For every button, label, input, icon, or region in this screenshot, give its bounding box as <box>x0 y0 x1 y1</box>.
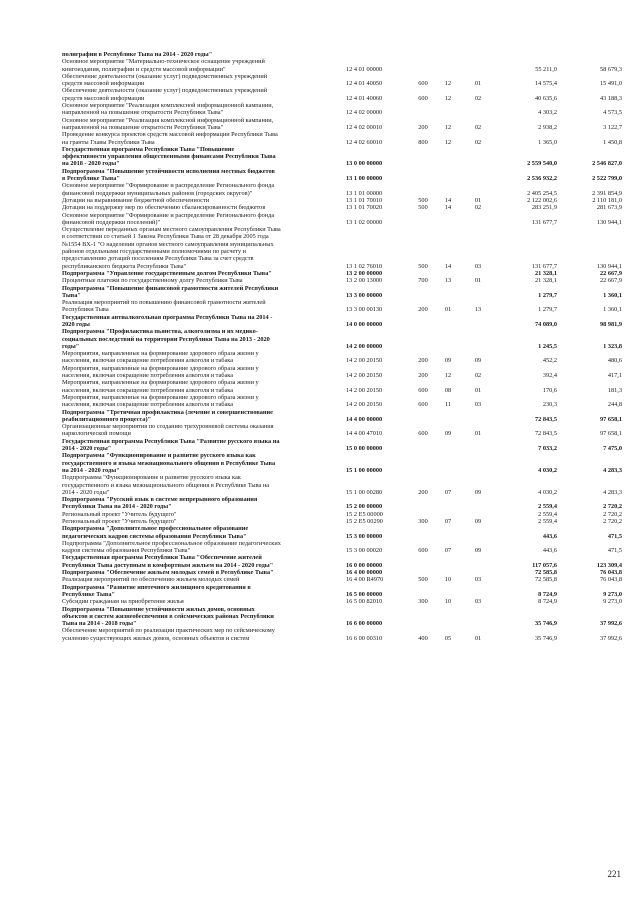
target-article-code: 13 1 01 70010 <box>346 196 383 204</box>
amount-year-1: 74 089,0 <box>534 320 557 328</box>
amount-year-1: 4 030,2 <box>538 466 557 474</box>
target-article-code: 16 4 00 00000 <box>346 569 383 577</box>
amount-year-2: 181,3 <box>607 386 622 394</box>
section-code: 08 <box>444 386 452 394</box>
amount-year-2: 471,5 <box>607 547 622 555</box>
target-article-code: 15 3 00 00000 <box>346 532 383 540</box>
table-row <box>62 212 622 227</box>
table-row <box>62 73 622 88</box>
subsection-code: 01 <box>474 386 482 394</box>
subsection-code: 03 <box>474 262 482 270</box>
amount-year-1: 55 211,0 <box>535 65 557 73</box>
target-article-code: 14 4 00 00000 <box>346 415 383 423</box>
section-code: 12 <box>444 80 452 88</box>
amount-year-1: 4 030,2 <box>538 488 557 496</box>
row-name: Региональный проект "Учитель будущего" <box>62 518 177 525</box>
amount-year-2: 22 667,9 <box>599 269 622 277</box>
target-article-code: 14 2 00 00000 <box>346 342 383 350</box>
row-name: Процентные платежи по государственному долгу Республики Тыва <box>62 277 243 285</box>
amount-year-1: 283 251,9 <box>531 204 557 212</box>
target-article-code: 15 0 00 00000 <box>346 445 383 453</box>
row-name: Подпрограмма "Профилактика пьянства, алкоголизма и их медико- социальных последствий на территории Республики Тыва на 2013 - 2020 годы" <box>62 328 270 350</box>
row-name: Мероприятия, направленные на формирование здорового образа жизни у населения, включая сокращение потребления алкоголя и табака <box>62 364 259 380</box>
amount-year-2: 2 110 181,0 <box>592 196 622 204</box>
amount-year-1: 14 575,4 <box>534 80 557 88</box>
target-article-code: 12 4 02 00000 <box>346 109 383 117</box>
subsection-code: 03 <box>474 598 482 606</box>
table-row <box>62 285 622 300</box>
target-article-code: 13 3 00 00000 <box>346 291 383 299</box>
section-code: 10 <box>444 598 452 606</box>
expense-type: 800 <box>418 138 428 146</box>
row-name: Региональный проект "Учитель будущего" <box>62 510 177 518</box>
target-article-code: 13 2 00 13000 <box>346 277 383 285</box>
target-article-code: 12 4 01 00000 <box>346 65 383 73</box>
amount-year-2: 2 720,2 <box>603 510 622 518</box>
target-article-code: 13 3 00 00130 <box>346 306 383 314</box>
row-name: Подпрограмма "Третичная профилактика (лечение и совершенствование реабилитационного процесса)" <box>62 408 273 423</box>
section-code: 12 <box>444 123 452 131</box>
table-row <box>62 496 622 511</box>
table-row <box>62 365 622 380</box>
amount-year-1: 452,2 <box>542 357 557 365</box>
expense-type: 200 <box>418 488 428 496</box>
section-code: 01 <box>444 306 452 314</box>
target-article-code: 13 2 00 00000 <box>346 269 383 277</box>
target-article-code: 15 2 E5 00000 <box>346 510 383 518</box>
subsection-code: 02 <box>474 94 482 102</box>
amount-year-2: 2 720,2 <box>603 518 622 525</box>
table-row <box>62 423 622 438</box>
target-article-code: 13 1 01 70020 <box>346 204 383 212</box>
table-row <box>62 606 622 628</box>
table-row <box>62 584 622 599</box>
expense-type: 200 <box>418 306 428 314</box>
section-code: 12 <box>444 138 452 146</box>
amount-year-2: 9 273,0 <box>603 598 622 606</box>
target-article-code: 12 4 02 60010 <box>346 138 383 146</box>
table-row <box>62 394 622 409</box>
subsection-code: 09 <box>474 488 482 496</box>
section-code: 11 <box>444 401 452 409</box>
expense-type: 200 <box>418 123 428 131</box>
table-row <box>62 168 622 183</box>
row-name: Подпрограмма "Повышение устойчивости жилых домов, основных объектов и систем жизнеобеспечения в сейсмических районах Республики Тыва на 2014 - 2018 годы" <box>62 605 274 628</box>
table-row <box>62 518 622 525</box>
expense-type: 500 <box>418 204 428 212</box>
row-name: Основное мероприятие "Материально-техническое оснащение учреждений книгоиздания, полиграфии и средств массовой информации" <box>62 58 265 73</box>
amount-year-1: 1 245,5 <box>538 342 557 350</box>
table-row <box>62 87 622 102</box>
amount-year-2: 9 273,0 <box>603 590 622 598</box>
amount-year-2: 244,8 <box>607 401 622 409</box>
page-number: 221 <box>607 869 621 879</box>
amount-year-2: 1 450,8 <box>603 138 622 146</box>
table-row <box>62 627 622 642</box>
amount-year-1: 35 746,9 <box>534 620 557 628</box>
row-name: Подпрограмма "Развитие ипотечного жилищного кредитования в Республике Тыва" <box>62 583 251 598</box>
table-row <box>62 511 622 518</box>
row-name: Подпрограмма "Дополнительное профессиональное образование педагогических кадров системы образования Республики Тыва" <box>62 525 249 540</box>
target-article-code: 13 1 02 76010 <box>346 262 383 270</box>
amount-year-2: 4 283,3 <box>603 488 622 496</box>
subsection-code: 01 <box>474 80 482 88</box>
target-article-code: 15 1 00 00000 <box>346 466 383 474</box>
table-row <box>62 204 622 211</box>
row-name: Государственная программа Республики Тыва "Обеспечение жителей Республики Тыва доступным и комфортным жильем на 2014 - 2020 годы" <box>62 554 274 569</box>
amount-year-1: 21 328,1 <box>534 277 557 285</box>
row-name: Подпрограмма "Функционирование и развитие русского языка как государственного и языка межнационального общения в Республике Тыва на 2014 - 2020 годы" <box>62 452 276 474</box>
section-code: 09 <box>444 357 452 365</box>
table-row <box>62 598 622 605</box>
amount-year-1: 1 279,7 <box>538 291 557 299</box>
amount-year-2: 2 720,2 <box>603 503 622 511</box>
table-row <box>62 146 622 168</box>
expense-type: 600 <box>418 94 428 102</box>
row-name: Мероприятия, направленные на формирование здорового образа жизни у населения, включая сокращение потребления алкоголя и табака <box>62 393 259 409</box>
row-name: Дотации на поддержку мер по обеспечению сбалансированности бюджетов <box>62 204 266 212</box>
amount-year-1: 117 057,6 <box>532 561 557 569</box>
expense-type: 600 <box>418 401 428 409</box>
section-code: 14 <box>444 262 452 270</box>
expense-type: 300 <box>418 598 428 606</box>
section-code: 10 <box>444 576 452 584</box>
amount-year-1: 1 279,7 <box>538 306 557 314</box>
amount-year-1: 2 122 002,6 <box>527 196 557 204</box>
row-name: Государственная программа Республики Тыва "Развитие русского языка на 2014 - 2020 годы" <box>62 437 280 453</box>
amount-year-2: 2 522 799,0 <box>592 175 622 183</box>
amount-year-2: 1 360,1 <box>603 291 622 299</box>
expense-type: 600 <box>418 430 428 438</box>
row-name: полиграфии в Республике Тыва на 2014 - 2020 годы" <box>62 51 213 58</box>
amount-year-1: 2 536 932,2 <box>527 175 557 183</box>
table-row <box>62 299 622 314</box>
expense-type: 400 <box>418 634 428 642</box>
row-name: Обеспечение деятельности (оказание услуг) подведомственных учреждений средств массовой информации <box>62 87 268 102</box>
subsection-code: 02 <box>474 372 482 380</box>
section-code: 05 <box>444 634 452 642</box>
subsection-code: 09 <box>474 357 482 365</box>
amount-year-1: 8 724,9 <box>538 598 557 606</box>
row-name: Государственная антиалкогольная программа Республики Тыва на 2014 - 2020 годы <box>62 313 273 328</box>
expense-type: 200 <box>418 372 428 380</box>
target-article-code: 15 2 00 00000 <box>346 503 383 511</box>
table-row <box>62 117 622 132</box>
section-code: 14 <box>444 204 452 212</box>
amount-year-2: 1 323,8 <box>603 342 622 350</box>
amount-year-1: 2 559 540,0 <box>527 160 557 168</box>
row-name: Государственная программа Республики Тыва "Повышение эффективности управления общественными финансами Республики Тыва на 2018 - 2020 годы" <box>62 145 276 168</box>
target-article-code: 15 3 00 00020 <box>346 547 383 555</box>
target-article-code: 14 0 00 00000 <box>346 320 383 328</box>
subsection-code: 02 <box>474 138 482 146</box>
subsection-code: 09 <box>474 547 482 555</box>
table-row <box>62 409 622 424</box>
subsection-code: 01 <box>474 634 482 642</box>
amount-year-1: 2 938,2 <box>538 123 557 131</box>
row-name: Мероприятия, направленные на формирование здорового образа жизни у населения, включая сокращение потребления алкоголя и табака <box>62 350 259 365</box>
amount-year-1: 170,6 <box>542 386 557 394</box>
section-code: 07 <box>444 518 452 525</box>
amount-year-1: 40 635,6 <box>534 94 557 102</box>
subsection-code: 09 <box>474 518 482 525</box>
section-code: 07 <box>444 488 452 496</box>
budget-table <box>62 51 622 642</box>
target-article-code: 14 2 00 20150 <box>346 386 383 394</box>
amount-year-2: 2 391 854,9 <box>592 189 622 197</box>
target-article-code: 13 1 01 00000 <box>346 189 383 197</box>
row-name: Подпрограмма "Повышение финансовой грамотности жителей Республики Тыва" <box>62 284 279 299</box>
amount-year-2: 281 673,9 <box>596 204 622 212</box>
target-article-code: 15 2 E5 00290 <box>346 518 383 525</box>
target-article-code: 13 1 00 00000 <box>346 175 383 183</box>
subsection-code: 03 <box>474 401 482 409</box>
row-name: Основное мероприятие "Формирование и распределение Регионального фонда финансовой поддержки поселений)" <box>62 211 275 226</box>
table-row <box>62 277 622 284</box>
amount-year-1: 230,3 <box>542 401 557 409</box>
row-name: Подпрограмма "Управление государственным долгом Республики Тыва" <box>62 269 272 277</box>
table-row <box>62 197 622 204</box>
row-name: Подпрограмма "Повышение устойчивости исполнения местных бюджетов в Республике Тыва" <box>62 167 275 183</box>
amount-year-2: 7 475,0 <box>603 445 622 453</box>
amount-year-2: 15 491,0 <box>599 80 622 88</box>
section-code: 09 <box>444 430 452 438</box>
amount-year-1: 8 724,9 <box>538 590 557 598</box>
amount-year-1: 35 746,9 <box>534 634 557 642</box>
amount-year-2: 4 573,5 <box>603 109 622 117</box>
subsection-code: 02 <box>474 123 482 131</box>
row-name: Подпрограмма "Обеспечение жильем молодых семей в Республике Тыва" <box>62 569 274 577</box>
table-row <box>62 554 622 569</box>
section-code: 07 <box>444 547 452 555</box>
amount-year-1: 21 328,1 <box>534 269 557 277</box>
target-article-code: 12 4 01 40060 <box>346 94 383 102</box>
amount-year-2: 97 658,1 <box>599 430 622 438</box>
amount-year-1: 392,4 <box>542 372 557 380</box>
table-row <box>62 474 622 496</box>
subsection-code: 02 <box>474 204 482 212</box>
amount-year-1: 443,6 <box>542 532 557 540</box>
amount-year-2: 3 122,7 <box>603 123 622 131</box>
amount-year-2: 480,6 <box>607 357 622 365</box>
target-article-code: 16 0 00 00000 <box>346 561 383 569</box>
target-article-code: 12 4 01 40050 <box>346 80 383 88</box>
amount-year-2: 123 309,4 <box>596 561 622 569</box>
amount-year-1: 1 365,0 <box>538 138 557 146</box>
table-row <box>62 328 622 350</box>
subsection-code: 01 <box>474 196 482 204</box>
row-name: Субсидии гражданам на приобретение жилья <box>62 598 184 606</box>
target-article-code: 15 1 00 00280 <box>346 488 383 496</box>
subsection-code: 13 <box>474 306 482 314</box>
expense-type: 700 <box>418 277 428 285</box>
row-name: Основное мероприятие "Формирование и распределение Регионального фонда финансовой поддержки муниципальных районов (городских округов)" <box>62 182 275 197</box>
row-name: Мероприятия, направленные на формирование здорового образа жизни у населения, включая сокращение потребления алкоголя и табака <box>62 379 259 394</box>
amount-year-1: 2 559,4 <box>538 510 557 518</box>
expense-type: 600 <box>418 80 428 88</box>
row-name: Основное мероприятие "Реализация комплексной информационной кампании, направленной на повышение открытости Республики Тыва" <box>62 116 274 131</box>
table-row <box>62 452 622 474</box>
table-row <box>62 438 622 453</box>
table-row <box>62 525 622 540</box>
table-row <box>62 576 622 583</box>
target-article-code: 13 1 02 00000 <box>346 218 383 226</box>
expense-type: 500 <box>418 262 428 270</box>
table-row <box>62 131 622 146</box>
target-article-code: 14 2 00 20150 <box>346 357 383 365</box>
target-article-code: 16 6 00 00000 <box>346 620 383 628</box>
section-code: 12 <box>444 94 452 102</box>
amount-year-2: 417,1 <box>607 372 622 380</box>
amount-year-1: 443,6 <box>542 547 557 555</box>
target-article-code: 16 4 00 R4970 <box>346 576 384 584</box>
amount-year-2: 2 546 827,0 <box>592 160 622 168</box>
section-code: 13 <box>444 277 452 285</box>
amount-year-2: 4 283,3 <box>603 466 622 474</box>
expense-type: 500 <box>418 196 428 204</box>
amount-year-2: 43 188,3 <box>599 94 622 102</box>
target-article-code: 13 0 00 00000 <box>346 160 383 168</box>
expense-type: 300 <box>418 518 428 525</box>
amount-year-1: 131 677,7 <box>531 262 557 270</box>
amount-year-2: 98 981,9 <box>599 320 622 328</box>
table-row <box>62 102 622 117</box>
table-row <box>62 379 622 394</box>
row-name: Реализация мероприятий по обеспечению жильем молодых семей <box>62 576 240 584</box>
amount-year-2: 37 992,6 <box>599 620 622 628</box>
amount-year-1: 72 843,5 <box>534 415 557 423</box>
amount-year-2: 130 944,1 <box>596 218 622 226</box>
section-code: 12 <box>444 372 452 380</box>
amount-year-2: 37 992,6 <box>599 634 622 642</box>
amount-year-2: 130 944,1 <box>596 262 622 270</box>
row-name: Подпрограмма "Дополнительное профессиональное образование педагогических кадров системы образования Республики Тыва" <box>62 539 281 555</box>
amount-year-1: 7 033,2 <box>538 445 557 453</box>
amount-year-1: 2 405 254,5 <box>527 189 557 197</box>
expense-type: 200 <box>418 357 428 365</box>
row-name: Обеспечение мероприятий по реализации практических мер по сейсмическому усилению существующих жилых домов, основных объектов и систем <box>62 627 275 642</box>
amount-year-1: 2 559,4 <box>538 503 557 511</box>
table-row <box>62 226 622 270</box>
subsection-code: 01 <box>474 430 482 438</box>
target-article-code: 14 2 00 20150 <box>346 401 383 409</box>
target-article-code: 14 4 00 47010 <box>346 430 383 438</box>
target-article-code: 16 6 00 00310 <box>346 634 383 642</box>
row-name: Осуществление переданных органам местного самоуправления Республики Тыва в соответствии со статьей 1 Закона Республики Тыва от 28 декабря 2005 года №1554 ВХ-1 "О наделении органов местного самоуправления муниципальных районов отдельными государственными полномочиями по расчету и предоставлению дотаций поселениям Республики Тыва за счет средств республиканского бюджета Республики Тыва" <box>62 226 281 270</box>
amount-year-2: 76 043,8 <box>599 569 622 577</box>
amount-year-2: 22 667,9 <box>599 277 622 285</box>
table-row <box>62 51 622 58</box>
target-article-code: 12 4 02 00010 <box>346 123 383 131</box>
row-name: Организационные мероприятия по созданию трехуровневой системы оказания наркологической помощи <box>62 423 274 438</box>
row-name: Проведение конкурса проектов средств массовой информации Республики Тыва на гранты Главы Республики Тыва <box>62 131 278 146</box>
target-article-code: 14 2 00 20150 <box>346 372 383 380</box>
subsection-code: 03 <box>474 576 482 584</box>
table-row <box>62 58 622 73</box>
table-row <box>62 350 622 365</box>
row-name: Обеспечение деятельности (оказание услуг) подведомственных учреждений средств массовой информации <box>62 72 268 88</box>
amount-year-1: 72 843,5 <box>534 430 557 438</box>
amount-year-2: 58 679,3 <box>599 65 622 73</box>
expense-type: 600 <box>418 386 428 394</box>
amount-year-2: 76 043,8 <box>599 576 622 584</box>
amount-year-2: 97 658,1 <box>599 415 622 423</box>
amount-year-1: 4 303,2 <box>538 109 557 117</box>
amount-year-1: 131 677,7 <box>531 218 557 226</box>
section-code: 14 <box>444 196 452 204</box>
row-name: Дотации на выравнивание бюджетной обеспеченности <box>62 196 210 204</box>
table-row <box>62 270 622 277</box>
row-name: Основное мероприятие "Реализация комплексной информационной кампании, направленной на повышение открытости Республики Тыва" <box>62 102 274 117</box>
amount-year-1: 72 585,8 <box>534 569 557 577</box>
expense-type: 500 <box>418 576 428 584</box>
row-name: Реализация мероприятий по повышению финансовой грамотности жителей Республики Тыва <box>62 299 266 314</box>
row-name: Подпрограмма "Функционирование и развитие русского языка как государственного и языка межнационального общения в Республике Тыва на 2014 - 2020 годы" <box>62 474 270 496</box>
amount-year-2: 471,5 <box>607 532 622 540</box>
table-row <box>62 540 622 555</box>
amount-year-1: 72 585,8 <box>534 576 557 584</box>
amount-year-2: 1 360,1 <box>603 306 622 314</box>
row-name: Подпрограмма "Русский язык в системе непрерывного образования Республики Тыва на 2014 - 2020 годы" <box>62 496 258 511</box>
subsection-code: 01 <box>474 277 482 285</box>
table-row <box>62 182 622 197</box>
amount-year-1: 2 559,4 <box>538 518 557 525</box>
table-row <box>62 569 622 576</box>
target-article-code: 16 5 00 00000 <box>346 590 383 598</box>
target-article-code: 16 5 00 82010 <box>346 598 383 606</box>
expense-type: 600 <box>418 547 428 555</box>
table-row <box>62 314 622 329</box>
